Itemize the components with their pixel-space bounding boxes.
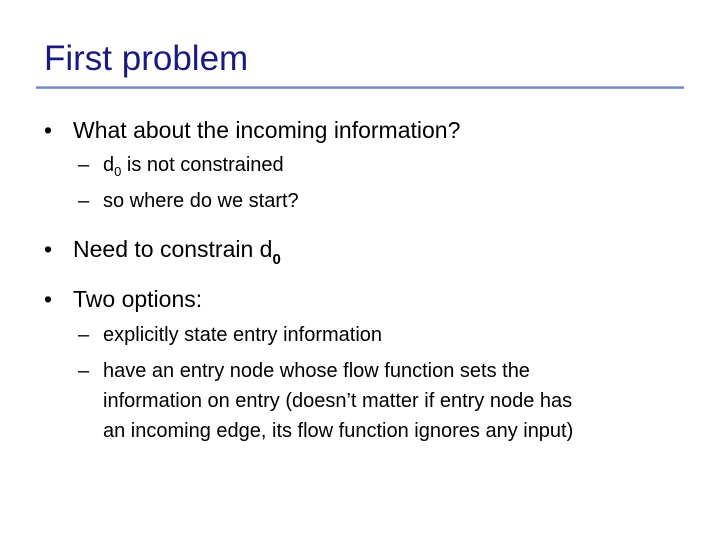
bullet-text: Two options: bbox=[73, 286, 203, 312]
dash-marker: – bbox=[78, 360, 90, 382]
bullet-marker: • bbox=[44, 117, 53, 143]
bullet-text: What about the incoming information? bbox=[73, 117, 461, 143]
dash-marker: – bbox=[78, 324, 90, 346]
subscript-zero: 0 bbox=[272, 251, 281, 268]
sub-item-text-line-2: information on entry (doesn’t matter if entry node has bbox=[103, 390, 573, 412]
bullet-marker: • bbox=[44, 286, 53, 312]
subscript-zero: 0 bbox=[114, 164, 122, 179]
sub-item-suffix: is not constrained bbox=[121, 154, 284, 176]
sub-item-text-line-3: an incoming edge, its flow function ignores any input) bbox=[103, 420, 574, 442]
bullet-text bbox=[73, 235, 281, 268]
bullet-text-main: Need to constrain d bbox=[73, 236, 273, 262]
dash-marker: – bbox=[78, 190, 90, 212]
slide-title: First problem bbox=[44, 39, 249, 78]
sub-item-text-line-1: have an entry node whose flow function sets the bbox=[103, 360, 530, 382]
sub-item-text bbox=[103, 152, 284, 178]
title-divider bbox=[36, 86, 684, 89]
dash-marker: – bbox=[78, 154, 90, 176]
sub-item-text: explicitly state entry information bbox=[103, 324, 383, 346]
sub-item-text: so where do we start? bbox=[103, 190, 299, 212]
variable-d: d bbox=[103, 154, 115, 176]
bullet-marker: • bbox=[44, 236, 53, 262]
